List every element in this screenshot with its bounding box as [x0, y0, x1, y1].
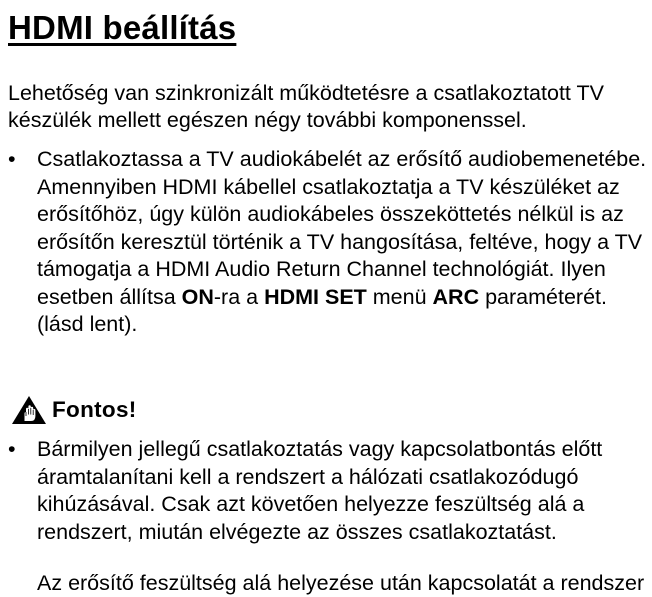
bullet-icon: • [8, 437, 16, 461]
intro-paragraph: Lehetőség van szinkronizált működtetésre a csatlakoztatott TV készülék mellett egészen négy további komponenssel. [8, 81, 604, 132]
notice-label: Fontos! [52, 397, 137, 422]
list-item-audio-cable [8, 146, 648, 339]
warning-hand-icon [11, 395, 47, 425]
page-title: HDMI beállítás [8, 9, 237, 46]
bullet1-text-part2: -ra a [213, 284, 265, 309]
bullet-list-important [8, 436, 648, 546]
bullet1-param-name: ARC [432, 284, 480, 309]
list-item-power-off [8, 436, 648, 546]
cut-off-text-line: Az erősítő feszültség alá helyezése után kapcsolatát a rendszer [37, 571, 645, 595]
important-notice-heading [11, 392, 137, 428]
bullet2-text: Bármilyen jellegű csatlakoztatás vagy kapcsolatbontás előtt áramtalanítani kell a rendszert a hálózati csatlakozódugó kihúzásával. Csak azt követően helyezze feszültség alá a rendszert, miután elvégezte az összes csatlakoztatást. [37, 437, 603, 544]
bullet-icon: • [8, 147, 16, 171]
bullet1-on-value: ON [181, 284, 214, 309]
bullet-list-connection [8, 146, 648, 339]
bullet1-menu-name: HDMI SET [264, 284, 367, 309]
bullet1-text-part4: paraméterét. (lásd lent). [37, 284, 607, 336]
bullet1-text-part1: Csatlakoztassa a TV audiokábelét az erősítő audiobemenetébe. Amennyiben HDMI kábellel csatlakoztatja a TV készüléket az erősítőhöz, úgy külön audiokábeles összeköttetés nélkül is az erősítőn keresztül történik a TV hangosítása, feltéve, hogy a TV támogatja a HDMI Audio Return Channel technológiát. Ilyen esetben állítsa [37, 147, 647, 309]
bullet1-text-part3: menü [366, 284, 433, 309]
